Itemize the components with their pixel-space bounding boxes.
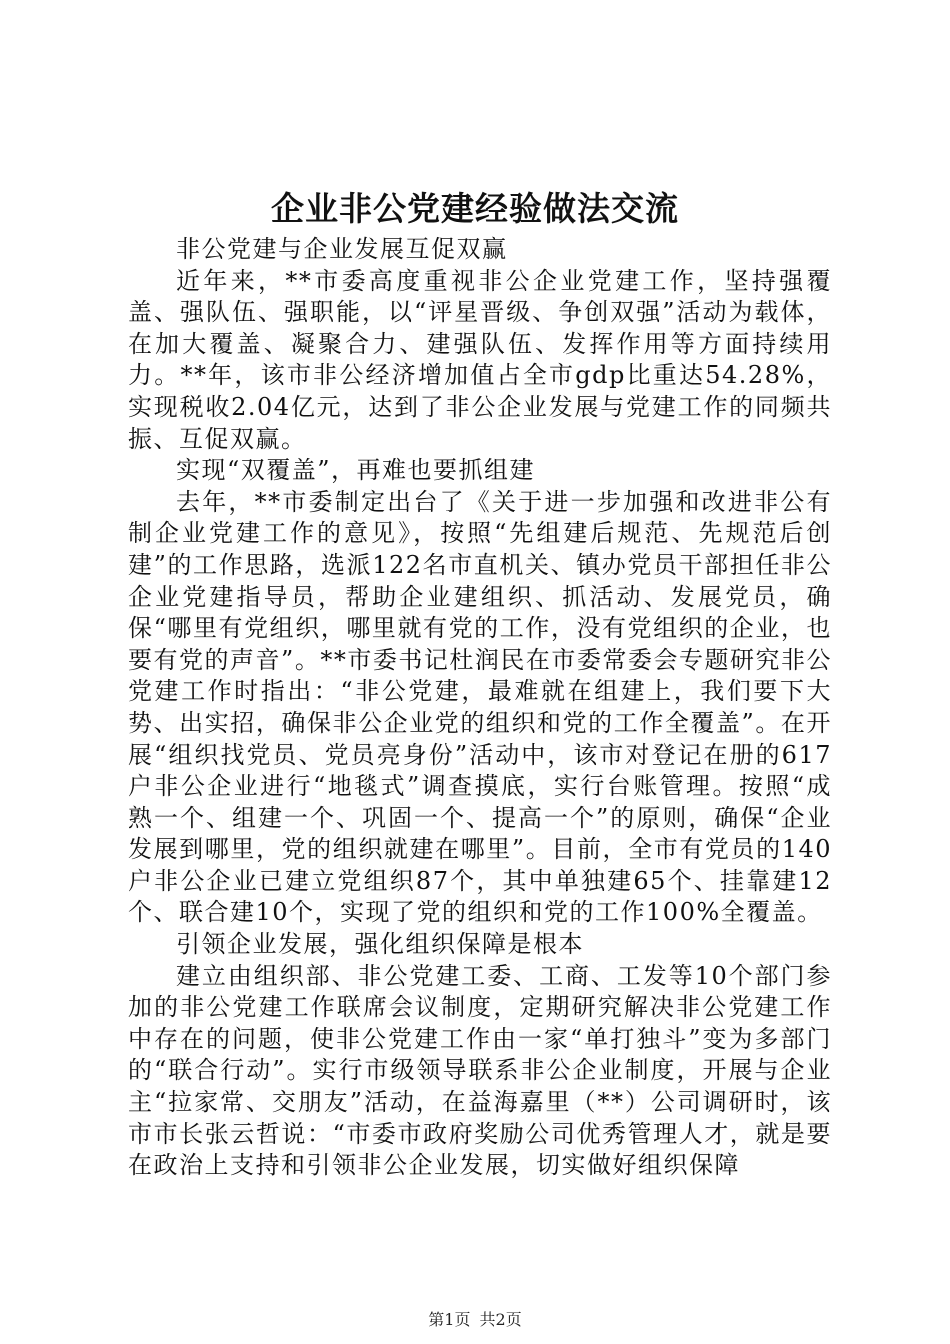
body-paragraph: 建立由组织部、非公党建工委、工商、工发等10个部门参加的非公党建工作联席会议制度，定期研究解决非公党建工作中存在的问题，使非公党建工作由一家“单打独斗”变为多部门的“联合行动”。实行市级领导联系非公企业制度，开展与企业主“拉家常、交朋友”活动，在益海嘉里（**）公司调研时，该市市长张云哲说：“市委市政府奖励公司优秀管理人才，就是要在政治上支持和引领非公企业发展，切实做好组织保障 bbox=[128, 961, 832, 1180]
document-title: 企业非公党建经验做法交流 bbox=[271, 189, 679, 228]
page-number: 第1页 bbox=[428, 1310, 471, 1329]
body-paragraph: 近年来，**市委高度重视非公企业党建工作，坚持强覆盖、强队伍、强职能，以“评星晋级、争创双强”活动为载体，在加大覆盖、凝聚合力、建强队伍、发挥作用等方面持续用力。**年，该市非公经济增加值占全市gdp比重达54.28%，实现税收2.04亿元，达到了非公企业发展与党建工作的同频共振、互促双赢。 bbox=[128, 266, 832, 453]
document-body bbox=[128, 234, 832, 1182]
page-total: 共2页 bbox=[479, 1310, 522, 1329]
section-heading: 非公党建与企业发展互促双赢 bbox=[176, 235, 508, 263]
section-heading: 实现“双覆盖”，再难也要抓组建 bbox=[176, 456, 536, 485]
page-footer bbox=[0, 1309, 950, 1331]
body-paragraph: 去年，**市委制定出台了《关于进一步加强和改进非公有制企业党建工作的意见》，按照“先组建后规范、先规范后创建”的工作思路，选派122名市直机关、镇办党员干部担任非公企业党建指导员，帮助企业建组织、抓活动、发展党员，确保“哪里有党组织，哪里就有党的工作，没有党组织的企业，也要有党的声音”。**市委书记杜润民在市委常委会专题研究非公党建工作时指出：“非公党建，最难就在组建上，我们要下大势、出实招，确保非公企业党的组织和党的工作全覆盖”。在开展“组织找党员、党员亮身份”活动中，该市对登记在册的617户非公企业进行“地毯式”调查摸底，实行台账管理。按照“成熟一个、组建一个、巩固一个、提高一个”的原则，确保“企业发展到哪里，党的组织就建在哪里”。目前，全市有党员的140户非公企业已建立党组织87个，其中单独建65个、挂靠建12个、联合建10个，实现了党的组织和党的工作100%全覆盖。 bbox=[128, 487, 832, 927]
section-heading: 引领企业发展，强化组织保障是根本 bbox=[176, 930, 584, 959]
